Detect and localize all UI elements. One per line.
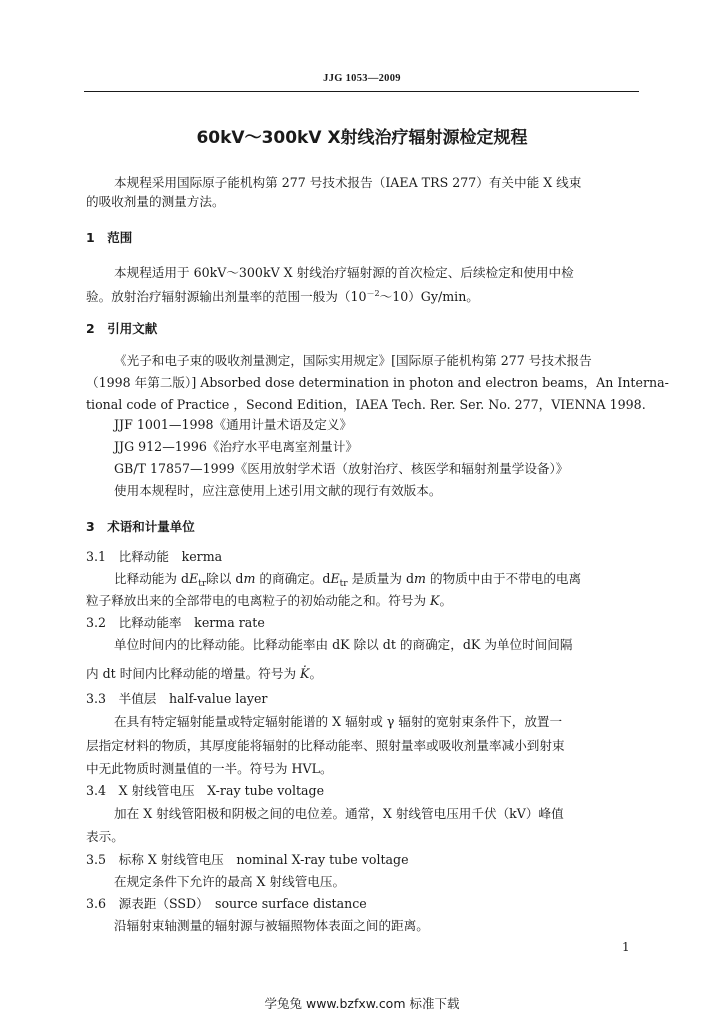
term-3-1-line-2: 粒子释放出来的全部带电的电离粒子的初始动能之和。符号为 K。: [86, 593, 453, 608]
reference-note: 使用本规程时，应注意使用上述引用文献的现行有效版本。: [114, 483, 442, 498]
section-2-line-2: （1998 年第二版）] Absorbed dose determination in photon and electron beams，An Interna-: [86, 375, 669, 390]
term-3-3-line-3: 中无此物质时测量值的一半。符号为 HVL。: [86, 761, 333, 776]
header-rule: [84, 91, 639, 92]
k-dot-symbol: . K: [300, 665, 309, 683]
term-3-5-label: 3.5 标称 X 射线管电压 nominal X-ray tube voltage: [86, 852, 409, 867]
term-3-3-line-1: 在具有特定辐射能量或特定辐射能谱的 X 辐射或 γ 辐射的宽射束条件下，放置一: [114, 714, 563, 729]
footer-watermark: 学兔兔 www.bzfxw.com 标准下载: [264, 996, 460, 1011]
term-3-6-line-1: 沿辐射束轴测量的辐射源与被辐照物体表面之间的距离。: [114, 918, 429, 933]
section-2-heading: 2 引用文献: [86, 321, 158, 336]
intro-line-2: 的吸收剂量的测量方法。: [86, 194, 225, 209]
term-3-3-line-2: 层指定材料的物质，其厚度能将辐射的比释动能率、照射量率或吸收剂量率减小到射束: [86, 738, 565, 753]
page-number: 1: [622, 940, 630, 954]
section-1-heading: 1 范围: [86, 230, 133, 245]
term-3-2-line-2: 内 dt 时间内比释动能的增量。符号为 . K。: [86, 665, 322, 683]
term-3-2-label: 3.2 比释动能率 kerma rate: [86, 615, 265, 630]
section-1-line-2: 验。放射治疗辐射源输出剂量率的范围一般为$(10^{-2}\sim 10)Gy/\min$。: [86, 289, 479, 304]
term-3-4-line-2: 表示。: [86, 829, 124, 844]
term-3-3-label: 3.3 半值层 half-value layer: [86, 691, 268, 706]
section-2-line-1: 《光子和电子束的吸收剂量测定，国际实用规定》[国际原子能机构第 277 号技术报告: [114, 353, 592, 368]
reference-jjg-912: JJG 912—1996《治疗水平电离室剂量计》: [114, 439, 358, 454]
term-3-5-line-1: 在规定条件下允许的最高 X 射线管电压。: [114, 874, 346, 889]
term-3-4-line-1: 加在 X 射线管阳极和阴极之间的电位差。通常，X 射线管电压用千伏（kV）峰值: [114, 806, 564, 821]
standard-code-header: JJG 1053—2009: [323, 73, 401, 84]
reference-jjf-1001: JJF 1001—1998《通用计量术语及定义》: [114, 417, 353, 432]
document-title: 60kV～300kV X射线治疗辐射源检定规程: [196, 128, 528, 148]
term-3-2-line-1: 单位时间内的比释动能。比释动能率由 dK 除以 dt 的商确定，dK 为单位时间间隔: [114, 637, 573, 652]
term-3-1-line-1: 比释动能为 $dE_{tr}$除以 dm 的商确定。$dE_{tr}$ 是质量为 dm 的物质中由于不带电的电离: [114, 571, 582, 589]
term-3-1-label: 3.1 比释动能 kerma: [86, 549, 223, 564]
term-3-4-label: 3.4 X 射线管电压 X-ray tube voltage: [86, 783, 325, 798]
section-1-line-1: 本规程适用于 60kV～300kV X 射线治疗辐射源的首次检定、后续检定和使用中检: [114, 265, 574, 280]
section-3-heading: 3 术语和计量单位: [86, 519, 195, 534]
intro-line-1: 本规程采用国际原子能机构第 277 号技术报告（IAEA TRS 277）有关中能 X 线束: [114, 175, 582, 190]
term-3-6-label: 3.6 源表距（SSD） source surface distance: [86, 896, 367, 911]
reference-gbt-17857: GB/T 17857—1999《医用放射学术语（放射治疗、核医学和辐射剂量学设备）》: [114, 461, 569, 476]
section-2-line-3: tional code of Practice ，Second Edition，IAEA Tech. Rer. Ser. No. 277，VIENNA 1998.: [86, 397, 646, 412]
